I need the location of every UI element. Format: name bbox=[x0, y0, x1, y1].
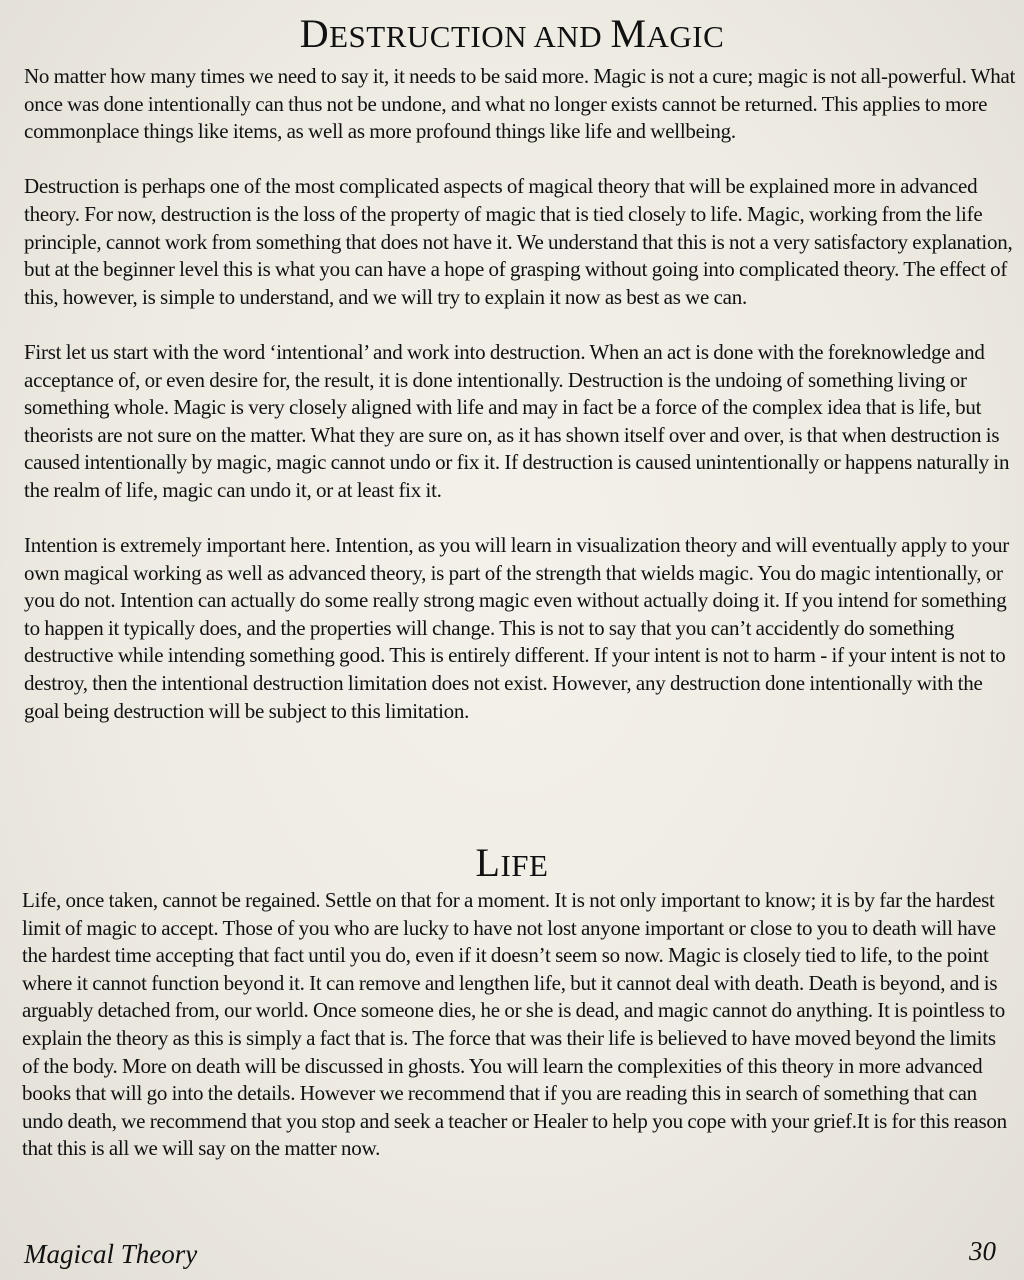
paragraph: No matter how many times we need to say it, it needs to be said more. Magic is not a cure; magic is not all-powerful. What once was done intentionally can thus not be undone, and what no longer exists cannot be returned. This applies to more commonplace things like items, as well as more profound things like life and wellbeing. bbox=[24, 64, 1016, 144]
title-text: AGIC bbox=[646, 19, 725, 54]
title-initial: L bbox=[475, 840, 501, 885]
paragraph: Destruction is perhaps one of the most complicated aspects of magical theory that will be explained more in advanced theory. For now, destruction is the loss of the property of magic that is tied closely to life. Magic, working from the life principle, cannot work from something that does not have it. We understand that this is not a very satisfactory explanation, but at the beginner level this is what you can have a hope of grasping without going into complicated theory. The effect of this, however, is simple to understand, and we will try to explain it now as best as we can. bbox=[24, 174, 1013, 309]
section-body-life bbox=[22, 887, 1016, 1191]
section-title-life bbox=[0, 840, 1024, 886]
section-title-destruction-and-magic bbox=[0, 11, 1024, 57]
title-initial: M bbox=[610, 11, 647, 56]
footer-book-title: Magical Theory bbox=[24, 1239, 198, 1269]
paragraph: Intention is extremely important here. Intention, as you will learn in visualization theory and will eventually apply to your own magical working as well as advanced theory, is part of the strength that wields magic. You do magic intentionally, or you do not. Intention can actually do some really strong magic even without actually doing it. If you intend for something to happen it typically does, and the properties will change. This is not to say that you can’t accidently do something destructive while intending something good. This is entirely different. If your intent is not to harm - if your intent is not to destroy, then the intentional destruction limitation does not exist. However, any destruction done intentionally with the goal being destruction will be subject to this limitation. bbox=[24, 533, 1009, 723]
paragraph: First let us start with the word ‘intentional’ and work into destruction. When an act is done with the foreknowledge and acceptance of, or even desire for, the result, it is done intentionally. Destruction is the undoing of something living or something whole. Magic is very closely aligned with life and may in fact be a force of the complex idea that is life, but theorists are not sure on the matter. What they are sure on, as it has shown itself over and over, is that when destruction is caused intentionally by magic, magic cannot undo or fix it. If destruction is caused unintentionally or happens naturally in the realm of life, magic can undo it, or at least fix it. bbox=[24, 339, 1010, 502]
section-body-destruction bbox=[24, 63, 1018, 753]
title-text: IFE bbox=[500, 848, 549, 883]
paragraph: Life, once taken, cannot be regained. Settle on that for a moment. It is not only important to know; it is by far the hardest limit of magic to accept. Those of you who are lucky to have not lost anyone important or close to you to death will have the hardest time accepting that fact until you do, even if it doesn’t seem so now. Magic is closely tied to life, to the point where it cannot function beyond it. It can remove and lengthen life, but it cannot deal with death. Death is beyond, and is arguably detached from, our world. Once someone dies, he or she is dead, and magic cannot do anything. It is pointless to explain the theory as this is simply a fact that is. The force that was their life is believed to have moved beyond the limits of the body. More on death will be discussed in ghosts. You will learn the complexities of this theory in more advanced books that will go into the details. However we recommend that if you are reading this in search of something that can undo death, we recommend that you stop and seek a teacher or Healer to help you cope with your grief.It is for this reason that this is all we will say on the matter now. bbox=[22, 888, 1007, 1161]
title-initial: D bbox=[299, 11, 330, 56]
title-text: ESTRUCTION AND bbox=[329, 19, 611, 54]
page-number: 30 bbox=[969, 1236, 996, 1266]
